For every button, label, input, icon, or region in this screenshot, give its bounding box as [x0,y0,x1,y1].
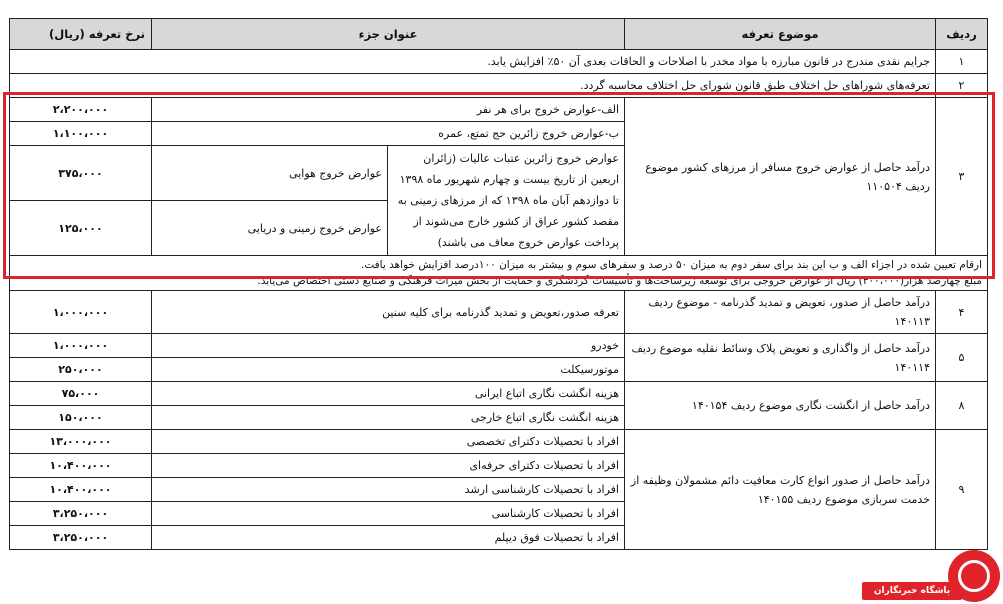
sub-component-label: عوارض خروج هوایی [152,146,388,201]
table-row [10,382,988,406]
rate-value: ۳،۲۵۰،۰۰۰ [10,526,152,550]
row-number: ۴ [936,291,988,334]
component-label: هزینه انگشت نگاری اتباع ایرانی [152,382,625,406]
note-text: ارقام تعیین شده در اجزاء الف و ب این بند برای سفر دوم به میزان ۵۰ درصد و سفرهای سوم و بیشتر به میزان ۱۰۰درصد افزایش خواهد یافت. [361,259,982,271]
row-number: ۵ [936,334,988,382]
rate-value: ۱۵۰،۰۰۰ [10,406,152,430]
component-label: افراد با تحصیلات کارشناسی [152,502,625,526]
component-label: عوارض خروج زائرین عتبات عالیات (زائران اربعین از تاریخ بیست و چهارم شهریور ماه ۱۳۹۸ تا دوازدهم آبان ماه ۱۳۹۸ که از مرزهای زمینی به مقصد کشور عراق از کشور خارج می‌شوند از پرداخت عوارض خروج معاف می باشند) [388,146,625,256]
news-agency-logo-icon [948,550,1000,602]
row-text: جرایم نقدی مندرج در قانون مبارزه با مواد مخدر با اصلاحات و الحاقات بعدی آن ۵۰٪ افزایش یابد. [10,50,936,74]
row-number: ۱ [936,50,988,74]
watermark-logo [862,548,1002,604]
rate-value: ۱۲۵،۰۰۰ [10,201,152,256]
rate-value: ۱۳،۰۰۰،۰۰۰ [10,430,152,454]
rate-value: ۷۵،۰۰۰ [10,382,152,406]
rate-value: ۲۵۰،۰۰۰ [10,358,152,382]
row-text: تعرفه‌های شوراهای حل اختلاف طبق قانون شورای حل اختلاف محاسبه گردد. [10,74,936,98]
component-label: افراد با تحصیلات کارشناسی ارشد [152,478,625,502]
header-rate: نرخ تعرفه (ریال) [10,19,152,50]
tariff-document [9,18,987,550]
table-row [10,430,988,454]
row-number: ۸ [936,382,988,430]
rate-value: ۱،۰۰۰،۰۰۰ [10,291,152,334]
row-number: ۲ [936,74,988,98]
component-label: موتورسیکلت [152,358,625,382]
header-row [10,19,988,50]
rate-value: ۱۰،۴۰۰،۰۰۰ [10,454,152,478]
component-label: افراد با تحصیلات دکترای تخصصی [152,430,625,454]
note-line [10,256,988,291]
table-row [10,334,988,358]
tariff-table [9,18,988,550]
note-text: مبلغ چهارصد هزار(۴۰۰،۰۰۰) ریال از عوارض خروجی برای توسعه زیرساخت‌ها و تأسیسات گردشگری و حمایت از بخش میراث فرهنگی و صنایع دستی اختصاص می‌یابد. [257,275,982,287]
table-row [10,50,988,74]
row-subject: درآمد حاصل از صدور، تعویض و تمدید گذرنامه - موضوع ردیف ۱۴۰۱۱۳ [625,291,936,334]
sub-component-label: عوارض خروج زمینی و دریایی [152,201,388,256]
component-label: افراد با تحصیلات فوق دیپلم [152,526,625,550]
rate-value: ۳،۲۵۰،۰۰۰ [10,502,152,526]
row-subject: درآمد حاصل از صدور انواع کارت معافیت دائم مشمولان وظیفه از خدمت سربازی موضوع ردیف ۱۴۰۱۵۵ [625,430,936,550]
table-row [10,256,988,291]
header-row-no: ردیف [936,19,988,50]
rate-value: ۱۰،۴۰۰،۰۰۰ [10,478,152,502]
component-label: افراد با تحصیلات دکترای حرفه‌ای [152,454,625,478]
component-label: تعرفه صدور،تعویض و تمدید گذرنامه برای کلیه سنین [152,291,625,334]
header-subject: موضوع تعرفه [625,19,936,50]
row-subject: درآمد حاصل از واگذاری و تعویض پلاک وسائط نقلیه موضوع ردیف ۱۴۰۱۱۴ [625,334,936,382]
table-row [10,291,988,334]
logo-text: باشگاه خبرنگاران [862,582,962,600]
rate-value: ۲،۲۰۰،۰۰۰ [10,98,152,122]
rate-value: ۱،۰۰۰،۰۰۰ [10,334,152,358]
table-row [10,98,988,122]
row-number: ۳ [936,98,988,256]
component-label: خودرو [152,334,625,358]
row-subject: درآمد حاصل از عوارض خروج مسافر از مرزهای کشور موضوع ردیف ۱۱۰۵۰۴ [625,98,936,256]
component-label: ب-عوارض خروج زائرین حج تمتع، عمره [152,122,625,146]
header-component: عنوان جزء [152,19,625,50]
component-label: هزینه انگشت نگاری اتباع خارجی [152,406,625,430]
table-row [10,74,988,98]
row-subject: درآمد حاصل از انگشت نگاری موضوع ردیف ۱۴۰۱۵۴ [625,382,936,430]
row-number: ۹ [936,430,988,550]
component-label: الف-عوارض خروج برای هر نفر [152,98,625,122]
rate-value: ۱،۱۰۰،۰۰۰ [10,122,152,146]
rate-value: ۳۷۵،۰۰۰ [10,146,152,201]
